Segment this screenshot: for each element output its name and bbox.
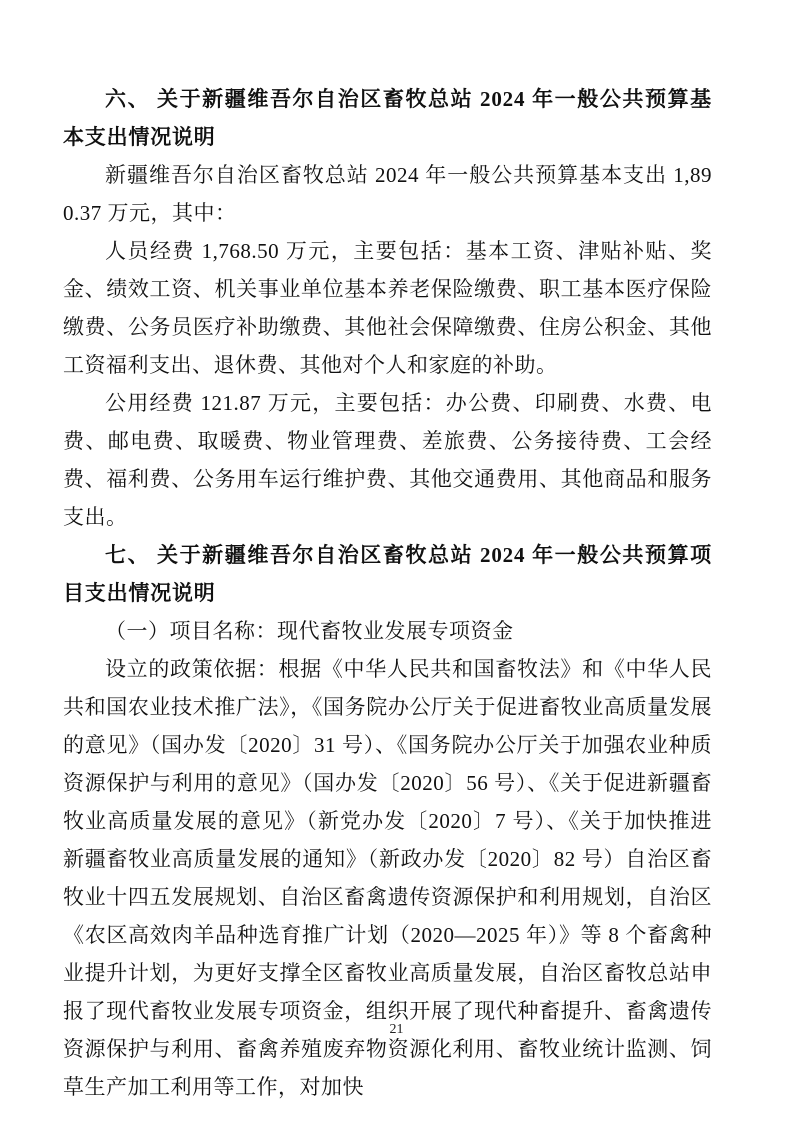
paragraph-basic-expenditure-total: 新疆维吾尔自治区畜牧总站 2024 年一般公共预算基本支出 1,890.37 万元，其中： bbox=[63, 163, 712, 225]
section-heading-six-basic-expenditure: 六、 关于新疆维吾尔自治区畜牧总站 2024 年一般公共预算基本支出情况说明 bbox=[63, 87, 712, 149]
section-heading-seven-project-expenditure: 七、 关于新疆维吾尔自治区畜牧总站 2024 年一般公共预算项目支出情况说明 bbox=[63, 543, 712, 605]
paragraph-public-operating-expenses: 公用经费 121.87 万元，主要包括：办公费、印刷费、水费、电费、邮电费、取暖费、物业管理费、差旅费、公务接待费、工会经费、福利费、公务用车运行维护费、其他交通费用、其他商品和服务支出。 bbox=[63, 391, 712, 529]
page-number: 21 bbox=[389, 1022, 404, 1037]
paragraph-project-name: （一）项目名称：现代畜牧业发展专项资金 bbox=[105, 619, 514, 643]
paragraph-policy-basis: 设立的政策依据：根据《中华人民共和国畜牧法》和《中华人民共和国农业技术推广法》，《国务院办公厅关于促进畜牧业高质量发展的意见》（国办发〔2020〕31 号）、《国务院办公厅关于加强农业种质资源保护与利用的意见》（国办发〔2020〕56 号）、《关于促进新疆畜牧业高质量发展的意见》（新党办发〔2020〕7 号）、《关于加快推进新疆畜牧业高质量发展的通知》（新政办发〔2020〕82 号）自治区畜牧业十四五发展规划、自治区畜禽遗传资源保护和利用规划，自治区《农区高效肉羊品种选育推广计划（2020—2025 年）》等 8 个畜禽种业提升计划，为更好支撑全区畜牧业高质量发展，自治区畜牧总站申报了现代畜牧业发展专项资金，组织开展了现代种畜提升、畜禽遗传资源保护与利用、畜禽养殖废弃物资源化利用、畜牧业统计监测、饲草生产加工利用等工作，对加快 bbox=[63, 657, 712, 1099]
document-content bbox=[63, 80, 712, 1106]
paragraph-personnel-expenses: 人员经费 1,768.50 万元，主要包括：基本工资、津贴补贴、奖金、绩效工资、机关事业单位基本养老保险缴费、职工基本医疗保险缴费、公务员医疗补助缴费、其他社会保障缴费、住房公积金、其他工资福利支出、退休费、其他对个人和家庭的补助。 bbox=[63, 239, 712, 377]
